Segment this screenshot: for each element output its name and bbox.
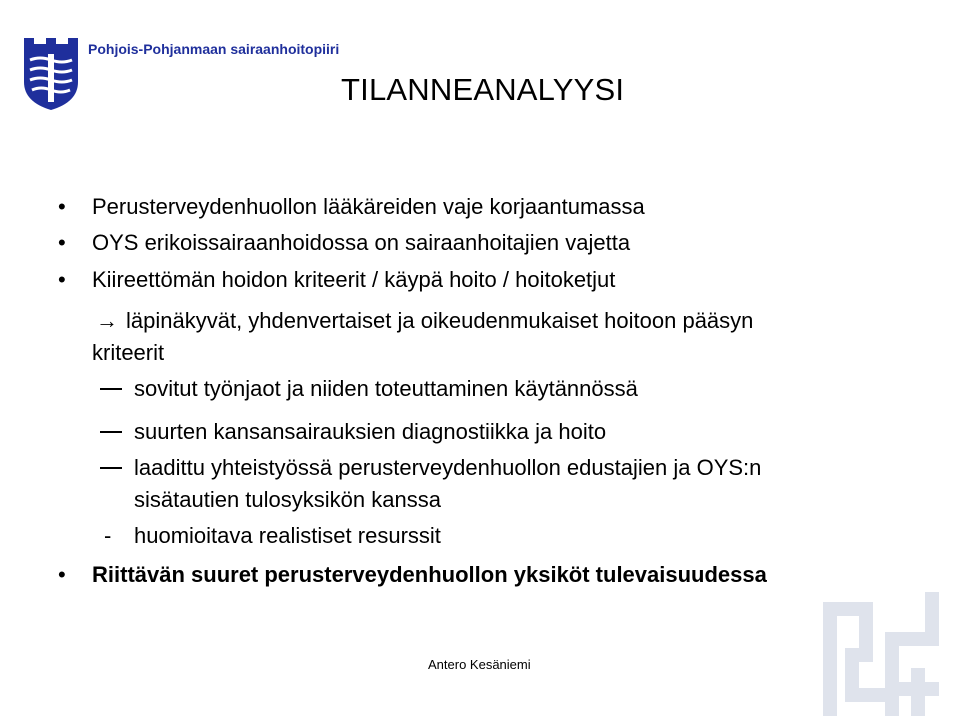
dash-icon [100, 467, 122, 469]
organization-name: Pohjois-Pohjanmaan sairaanhoitopiiri [88, 41, 340, 57]
hyphen-item: huomioitava realistiset resurssit [134, 523, 441, 548]
hyphen-icon: - [104, 523, 112, 548]
bullet-item: Kiireettömän hoidon kriteerit / käypä hoito / hoitoketjut [92, 267, 616, 292]
bullet-item-bold: Riittävän suuret perusterveydenhuollon yksiköt tulevaisuudessa [92, 562, 767, 587]
arrow-icon: → [96, 308, 118, 333]
bullet-icon: • [58, 562, 66, 587]
dash-icon [100, 431, 122, 433]
dash-item: sovitut työnjaot ja niiden toteuttaminen käytännössä [134, 376, 638, 401]
bullet-icon: • [58, 194, 66, 219]
arrow-item-line1: läpinäkyvät, yhdenvertaiset ja oikeudenmukaiset hoitoon pääsyn [126, 308, 754, 333]
arrow-item-line2: kriteerit [92, 340, 165, 365]
footer-author: Antero Kesäniemi [428, 657, 531, 672]
bullet-icon: • [58, 267, 66, 292]
dash-item-continuation: sisätautien tulosyksikön kanssa [134, 487, 441, 512]
bullet-item: OYS erikoissairaanhoidossa on sairaanhoitajien vajetta [92, 230, 631, 255]
dash-item: laadittu yhteistyössä perusterveydenhuollon edustajien ja OYS:n [134, 455, 762, 480]
bullet-icon: • [58, 230, 66, 255]
coat-of-arms-logo [22, 38, 80, 110]
dash-item: suurten kansansairauksien diagnostiikka ja hoito [134, 419, 607, 444]
dash-icon [100, 388, 122, 390]
watermark-cross-pattern [815, 592, 960, 716]
slide-title: TILANNEANALYYSI [341, 72, 625, 107]
bullet-item: Perusterveydenhuollon lääkäreiden vaje korjaantumassa [92, 194, 645, 219]
